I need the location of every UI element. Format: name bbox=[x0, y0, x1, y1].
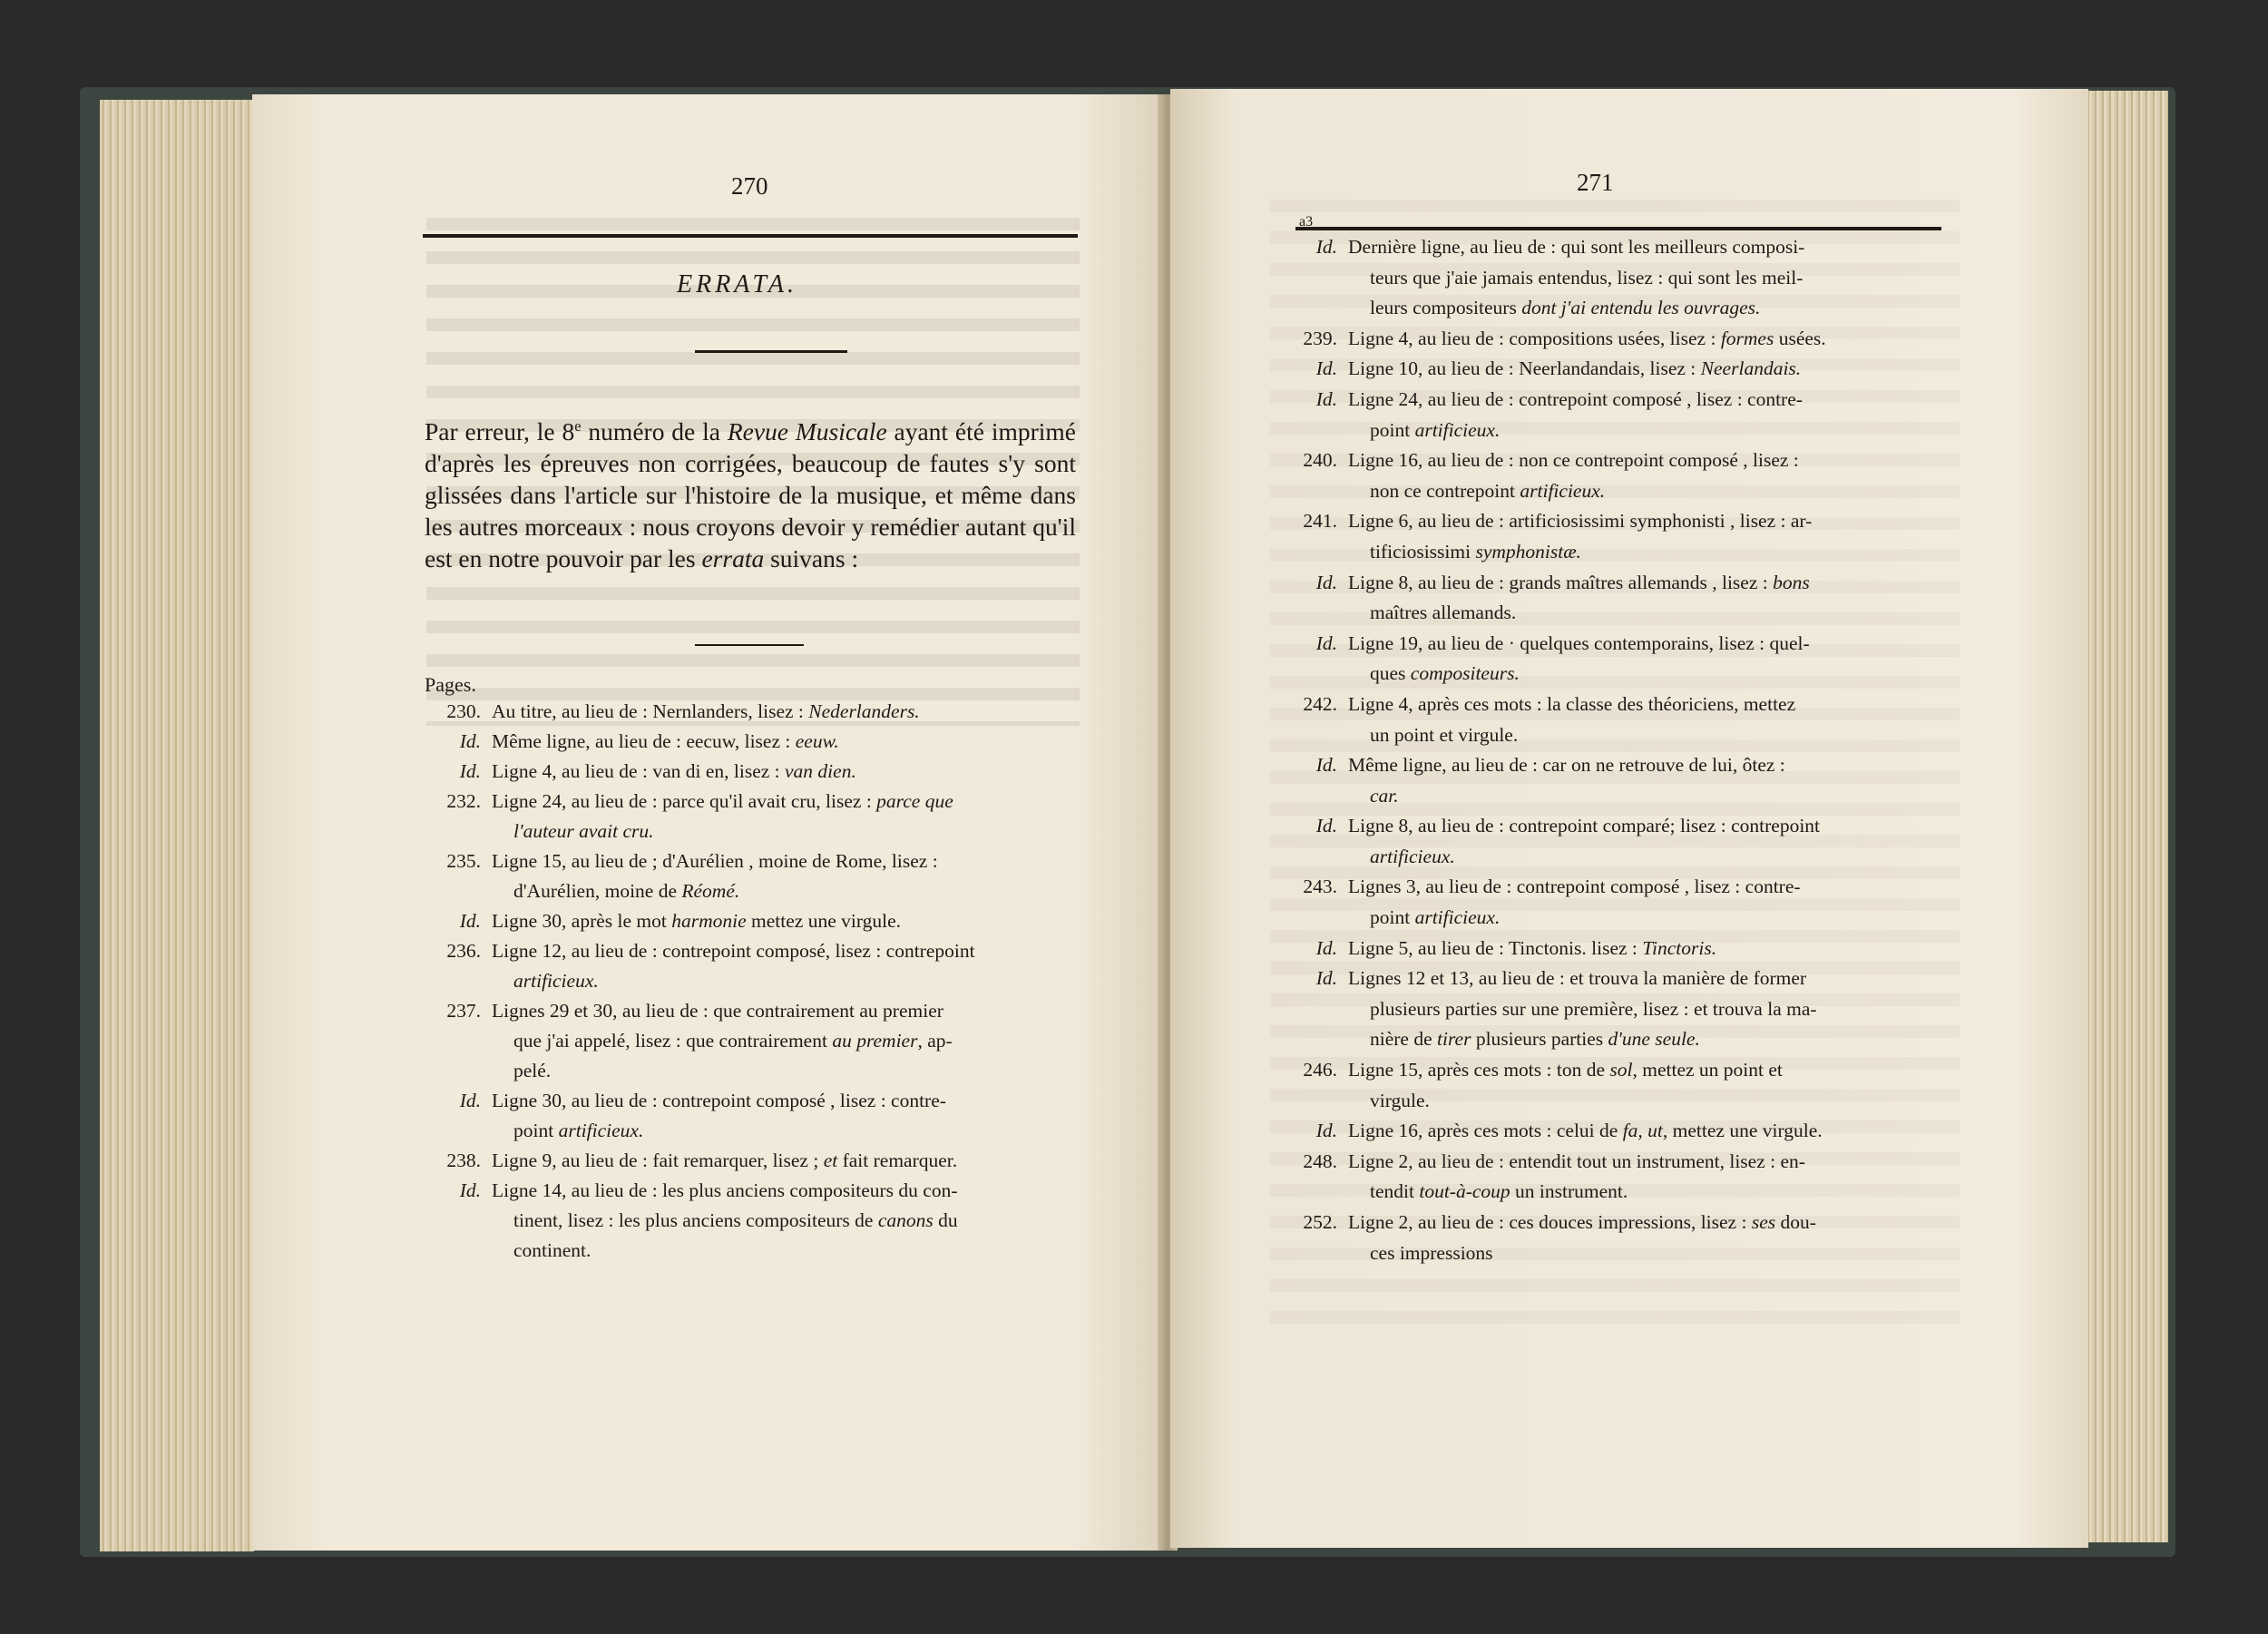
errata-page-ref: Id. bbox=[1315, 631, 1337, 654]
errata-entry bbox=[425, 906, 1074, 936]
errata-entry bbox=[425, 846, 1074, 906]
errata-entry bbox=[425, 936, 1074, 996]
errata-page-ref: Id. bbox=[1315, 357, 1337, 380]
errata-entry bbox=[1279, 1208, 1932, 1268]
errata-entry bbox=[1279, 811, 1932, 872]
errata-entry bbox=[1279, 1116, 1932, 1147]
errata-page-ref: 235. bbox=[446, 850, 481, 872]
errata-page-ref: Id. bbox=[459, 1090, 481, 1111]
errata-entry bbox=[1279, 385, 1932, 445]
errata-entry bbox=[425, 1086, 1074, 1146]
pages-label: Pages. bbox=[425, 673, 476, 696]
errata-correction: Ligne 19, au lieu de · quelques contemporains, lisez : quel- ques compositeurs. bbox=[1348, 631, 1810, 685]
errata-correction: Ligne 15, au lieu de ; d'Aurélien , moine de Rome, lisez : d'Aurélien, moine de Réomé. bbox=[492, 850, 938, 902]
errata-correction: Même ligne, au lieu de : eecuw, lisez : eeuw. bbox=[492, 730, 839, 752]
right-folio: 271 bbox=[1577, 169, 1614, 196]
errata-page-ref: 239. bbox=[1303, 327, 1337, 349]
errata-entry bbox=[1279, 232, 1932, 324]
errata-correction: Ligne 15, après ces mots : ton de sol, mettez un point et virgule. bbox=[1348, 1059, 1783, 1111]
errata-entry bbox=[425, 757, 1074, 787]
errata-page-ref: Id. bbox=[1315, 571, 1337, 593]
errata-correction: Ligne 2, au lieu de : entendit tout un instrument, lisez : en- tendit tout-à-coup un instrument. bbox=[1348, 1150, 1805, 1203]
errata-entry bbox=[425, 1176, 1074, 1266]
errata-correction: Ligne 10, au lieu de : Neerlandandais, lisez : Neerlandais. bbox=[1348, 357, 1802, 380]
errata-correction: Ligne 24, au lieu de : parce qu'il avait cru, lisez : parce que l'auteur avait cru. bbox=[492, 790, 953, 842]
errata-correction: Ligne 16, au lieu de : non ce contrepoint composé , lisez : non ce contrepoint artificieux. bbox=[1348, 449, 1799, 502]
errata-correction: Ligne 9, au lieu de : fait remarquer, lisez ; et fait remarquer. bbox=[492, 1150, 958, 1171]
errata-correction: Lignes 12 et 13, au lieu de : et trouva la manière de former plusieurs parties sur une première, lisez : et trouva la ma- nière de tirer plusieurs parties d'une seule. bbox=[1348, 967, 1817, 1051]
errata-entry bbox=[1279, 750, 1932, 811]
errata-title: ERRATA. bbox=[677, 270, 797, 298]
errata-correction: Ligne 30, au lieu de : contrepoint composé , lisez : contre- point artificieux. bbox=[492, 1090, 946, 1141]
errata-correction: Ligne 8, au lieu de : grands maîtres allemands , lisez : bons maîtres allemands. bbox=[1348, 571, 1810, 624]
errata-page-ref: 252. bbox=[1303, 1211, 1337, 1233]
errata-correction: Ligne 24, au lieu de : contrepoint composé , lisez : contre- point artificieux. bbox=[1348, 387, 1803, 441]
errata-page-ref: 238. bbox=[446, 1150, 481, 1171]
errata-entry bbox=[1279, 568, 1932, 629]
errata-page-ref: Id. bbox=[1315, 967, 1337, 990]
errata-page-ref: 236. bbox=[446, 940, 481, 962]
left-header-rule bbox=[423, 234, 1078, 238]
errata-intro: Par erreur, le 8e numéro de la Revue Musicale ayant été imprimé d'après les épreuves non corrigées, beaucoup de fautes s'y sont glissées dans l'article sur l'histoire de la musique, et même dans les autres morceaux : nous croyons devoir y remédier autant qu'il est en notre pouvoir par les errata suivans : bbox=[425, 417, 1077, 573]
errata-entry bbox=[1279, 506, 1932, 567]
errata-page-ref: Id. bbox=[1315, 387, 1337, 410]
errata-entry bbox=[1279, 872, 1932, 933]
errata-correction: Ligne 16, après ces mots : celui de fa, ut, mettez une virgule. bbox=[1348, 1120, 1823, 1142]
left-errata-list bbox=[425, 697, 1074, 1266]
errata-correction: Ligne 6, au lieu de : artificiosissimi symphonisti , lisez : ar- tificiosissimi symphonistæ. bbox=[1348, 510, 1813, 563]
errata-correction: Ligne 4, au lieu de : van di en, lisez : van dien. bbox=[492, 760, 856, 782]
errata-correction: Ligne 8, au lieu de : contrepoint comparé; lisez : contrepoint artificieux. bbox=[1348, 815, 1821, 867]
errata-page-ref: Id. bbox=[459, 1179, 481, 1201]
errata-entry bbox=[1279, 354, 1932, 385]
errata-page-ref: Id. bbox=[1315, 1120, 1337, 1142]
errata-correction: Au titre, au lieu de : Nernlanders, lisez : Nederlanders. bbox=[492, 700, 920, 722]
right-header-rule bbox=[1295, 227, 1941, 230]
errata-correction: Lignes 29 et 30, au lieu de : que contrairement au premier que j'ai appelé, lisez : que contrairement au premier, ap- pelé. bbox=[492, 1000, 953, 1081]
left-folio: 270 bbox=[731, 172, 768, 200]
errata-page-ref: Id. bbox=[1315, 815, 1337, 837]
right-page-edges bbox=[2077, 91, 2168, 1542]
errata-page-ref: 232. bbox=[446, 790, 481, 812]
errata-entry bbox=[425, 697, 1074, 727]
errata-correction: Même ligne, au lieu de : car on ne retrouve de lui, ôtez : car. bbox=[1348, 754, 1785, 807]
errata-entry bbox=[425, 996, 1074, 1086]
errata-correction: Lignes 3, au lieu de : contrepoint composé , lisez : contre- point artificieux. bbox=[1348, 876, 1801, 929]
errata-page-ref: 243. bbox=[1303, 876, 1337, 898]
errata-page-ref: Id. bbox=[1315, 754, 1337, 777]
errata-entry bbox=[425, 1146, 1074, 1176]
errata-entry bbox=[1279, 934, 1932, 964]
errata-entry bbox=[425, 787, 1074, 846]
errata-correction: Ligne 4, après ces mots : la classe des théoriciens, mettez un point et virgule. bbox=[1348, 692, 1796, 746]
errata-correction: Ligne 14, au lieu de : les plus anciens compositeurs du con- tinent, lisez : les plus anciens compositeurs de canons du continent. bbox=[492, 1179, 958, 1261]
errata-page-ref: Id. bbox=[459, 910, 481, 932]
errata-entry bbox=[425, 727, 1074, 757]
errata-page-ref: Id. bbox=[1315, 936, 1337, 959]
errata-entry bbox=[1279, 1147, 1932, 1208]
errata-correction: Ligne 30, après le mot harmonie mettez une virgule. bbox=[492, 910, 902, 932]
errata-entry bbox=[1279, 1055, 1932, 1116]
errata-page-ref: 242. bbox=[1303, 692, 1337, 715]
errata-entry bbox=[1279, 324, 1932, 355]
title-ornament-rule bbox=[695, 350, 847, 353]
errata-page-ref: 241. bbox=[1303, 510, 1337, 533]
errata-page-ref: Id. bbox=[459, 730, 481, 752]
errata-correction: Ligne 5, au lieu de : Tinctonis. lisez : Tinctoris. bbox=[1348, 936, 1717, 959]
errata-correction: Ligne 12, au lieu de : contrepoint composé, lisez : contrepoint artificieux. bbox=[492, 940, 975, 992]
errata-entry bbox=[1279, 629, 1932, 690]
left-page-edges bbox=[100, 100, 254, 1551]
errata-entry bbox=[1279, 964, 1932, 1055]
right-errata-list bbox=[1279, 232, 1932, 1268]
errata-entry bbox=[1279, 690, 1932, 750]
signature-mark: a3 bbox=[1299, 214, 1314, 230]
errata-page-ref: 246. bbox=[1303, 1059, 1337, 1081]
errata-page-ref: Id. bbox=[459, 760, 481, 782]
errata-page-ref: 248. bbox=[1303, 1150, 1337, 1172]
errata-page-ref: 240. bbox=[1303, 449, 1337, 472]
errata-correction: Dernière ligne, au lieu de : qui sont les meilleurs composi- teurs que j'aie jamais entendus, lisez : qui sont les meil- leurs compositeurs dont j'ai entendu les ouvrages. bbox=[1348, 236, 1805, 319]
errata-entry bbox=[1279, 445, 1932, 506]
errata-page-ref: 230. bbox=[446, 700, 481, 722]
errata-page-ref: Id. bbox=[1315, 236, 1337, 258]
section-rule bbox=[695, 644, 804, 646]
errata-page-ref: 237. bbox=[446, 1000, 481, 1022]
errata-correction: Ligne 2, au lieu de : ces douces impressions, lisez : ses dou- ces impressions bbox=[1348, 1211, 1816, 1264]
errata-correction: Ligne 4, au lieu de : compositions usées, lisez : formes usées. bbox=[1348, 327, 1826, 349]
